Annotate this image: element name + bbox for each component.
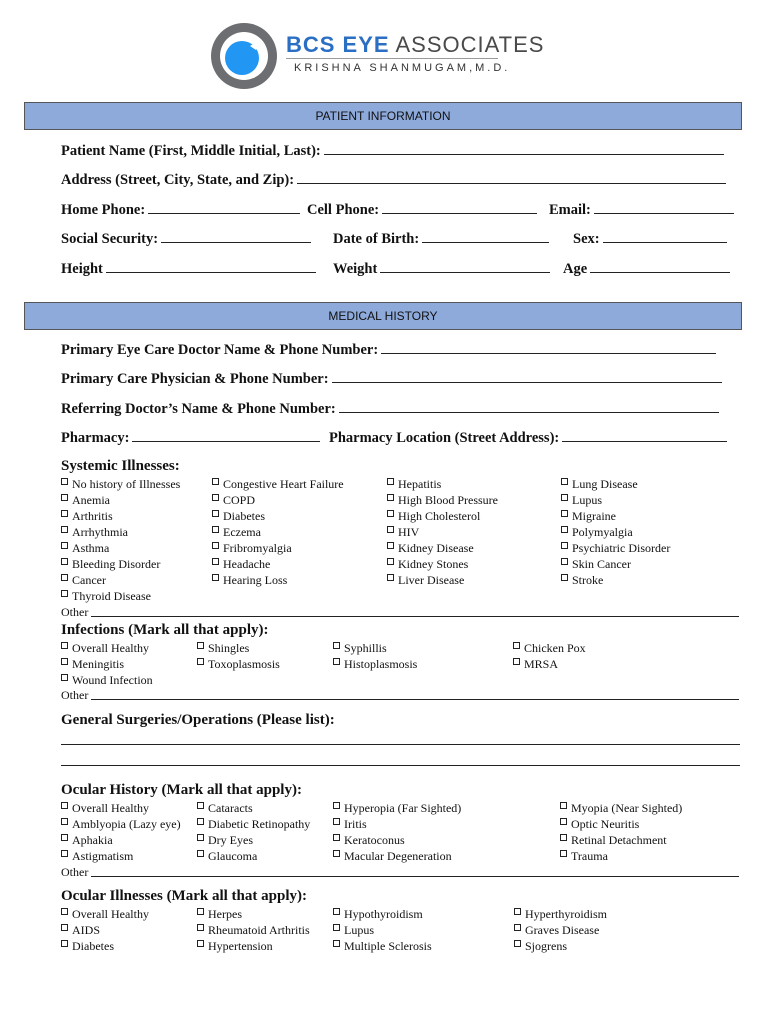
checkbox-option[interactable] xyxy=(197,939,273,953)
checkbox-option[interactable] xyxy=(197,833,253,847)
patient-info-header: PATIENT INFORMATION xyxy=(24,102,742,130)
checkbox[interactable] xyxy=(333,940,340,947)
checkbox-label: Hyperopia (Far Sighted) xyxy=(344,801,462,815)
checkbox-label: Congestive Heart Failure xyxy=(223,477,344,491)
checkbox-label: Asthma xyxy=(72,541,110,555)
checkbox-option[interactable] xyxy=(197,923,310,937)
checkbox-label: Arthritis xyxy=(72,509,113,523)
checkbox-option[interactable] xyxy=(61,833,113,847)
checkbox-option[interactable] xyxy=(333,817,367,831)
checkbox[interactable] xyxy=(197,642,204,649)
checkbox-label: Overall Healthy xyxy=(72,641,149,655)
checkbox-option[interactable] xyxy=(61,907,149,921)
checkbox-option[interactable] xyxy=(561,557,631,571)
checkbox-option[interactable] xyxy=(61,923,100,937)
checkbox-option[interactable] xyxy=(560,849,608,863)
checkbox-option[interactable] xyxy=(561,509,616,523)
checkbox[interactable] xyxy=(212,558,219,565)
primary-physician-field[interactable]: Primary Care Physician & Phone Number: xyxy=(61,370,722,388)
checkbox-option[interactable] xyxy=(333,849,452,863)
checkbox[interactable] xyxy=(197,908,204,915)
patient-name-field[interactable]: Patient Name (First, Middle Initial, Last): xyxy=(61,142,724,160)
checkbox[interactable] xyxy=(513,642,520,649)
checkbox[interactable] xyxy=(197,834,204,841)
checkbox-option[interactable] xyxy=(387,541,474,555)
checkbox[interactable] xyxy=(514,908,521,915)
checkbox[interactable] xyxy=(514,940,521,947)
checkbox-option[interactable] xyxy=(513,657,558,671)
checkbox-option[interactable] xyxy=(387,493,498,507)
checkbox-label: High Blood Pressure xyxy=(398,493,498,507)
checkbox-label: Skin Cancer xyxy=(572,557,631,571)
checkbox-option[interactable] xyxy=(61,817,181,831)
checkbox-label: Stroke xyxy=(572,573,604,587)
checkbox-option[interactable] xyxy=(560,833,667,847)
checkbox-label: Sjogrens xyxy=(525,939,567,953)
ocular-illnesses-title: Ocular Illnesses (Mark all that apply): xyxy=(61,888,307,904)
checkbox[interactable] xyxy=(61,674,68,681)
checkbox-label: Fribromyalgia xyxy=(223,541,292,555)
checkbox-option[interactable] xyxy=(197,801,253,815)
checkbox-label: Polymyalgia xyxy=(572,525,633,539)
checkbox-option[interactable] xyxy=(197,641,249,655)
checkbox[interactable] xyxy=(61,590,68,597)
doctor-name: KRISHNA SHANMUGAM,M.D. xyxy=(294,62,511,74)
checkbox-label: AIDS xyxy=(72,923,101,937)
checkbox[interactable] xyxy=(387,478,394,485)
checkbox-option[interactable] xyxy=(212,509,265,523)
checkbox[interactable] xyxy=(333,658,340,665)
checkbox-option[interactable] xyxy=(61,509,113,523)
checkbox[interactable] xyxy=(561,542,568,549)
checkbox[interactable] xyxy=(61,802,68,809)
checkbox-label: Hyperthyroidism xyxy=(525,907,607,921)
checkbox-option[interactable] xyxy=(514,939,567,953)
checkbox-option[interactable] xyxy=(514,907,607,921)
checkbox-label: Migraine xyxy=(572,509,616,523)
checkbox-option[interactable] xyxy=(61,541,109,555)
checkbox-label: HIV xyxy=(398,525,420,539)
brand-divider xyxy=(286,58,498,59)
checkbox-label: Amblyopia (Lazy eye) xyxy=(72,817,181,831)
checkbox-option[interactable] xyxy=(61,557,160,571)
checkbox-label: Overall Healthy xyxy=(72,801,149,815)
checkbox[interactable] xyxy=(197,924,204,931)
checkbox[interactable] xyxy=(212,542,219,549)
checkbox-label: Eczema xyxy=(223,525,261,539)
pharmacy-field[interactable]: Pharmacy: xyxy=(61,429,320,447)
checkbox[interactable] xyxy=(561,574,568,581)
checkbox-label: Thyroid Disease xyxy=(72,589,151,603)
checkbox-option[interactable] xyxy=(61,673,153,687)
checkbox-label: Hypothyroidism xyxy=(344,907,423,921)
checkbox-label: COPD xyxy=(223,493,256,507)
checkbox-option[interactable] xyxy=(61,477,180,491)
checkbox-label: Multiple Sclerosis xyxy=(344,939,432,953)
checkbox-option[interactable] xyxy=(197,657,280,671)
checkbox-label: Chicken Pox xyxy=(524,641,586,655)
checkbox-label: Iritis xyxy=(344,817,367,831)
checkbox-label: Psychiatric Disorder xyxy=(572,541,671,555)
checkbox-label: Rheumatoid Arthritis xyxy=(208,923,310,937)
checkbox-label: Histoplasmosis xyxy=(344,657,418,671)
checkbox[interactable] xyxy=(61,850,68,857)
checkbox[interactable] xyxy=(387,574,394,581)
checkbox-option[interactable] xyxy=(387,477,441,491)
checkbox-option[interactable] xyxy=(560,817,639,831)
checkbox[interactable] xyxy=(561,494,568,501)
checkbox-option[interactable] xyxy=(333,801,461,815)
checkbox-option[interactable] xyxy=(61,939,114,953)
checkbox-label: Shingles xyxy=(208,641,250,655)
checkbox[interactable] xyxy=(61,510,68,517)
checkbox-label: Optic Neuritis xyxy=(571,817,640,831)
checkbox-option[interactable] xyxy=(333,939,432,953)
checkbox-label: Cataracts xyxy=(208,801,253,815)
checkbox-label: Liver Disease xyxy=(398,573,465,587)
date-of-birth-field[interactable]: Date of Birth: xyxy=(333,230,549,248)
email-field[interactable]: Email: xyxy=(549,201,734,219)
checkbox-label: Lung Disease xyxy=(572,477,638,491)
checkbox-label: Macular Degeneration xyxy=(344,849,452,863)
checkbox[interactable] xyxy=(197,802,204,809)
checkbox[interactable] xyxy=(560,850,567,857)
pharmacy-location-field[interactable]: Pharmacy Location (Street Address): xyxy=(329,429,727,447)
checkbox-option[interactable] xyxy=(333,833,405,847)
checkbox-option[interactable] xyxy=(561,493,602,507)
checkbox[interactable] xyxy=(560,834,567,841)
checkbox-option[interactable] xyxy=(561,525,633,539)
checkbox[interactable] xyxy=(197,658,204,665)
checkbox-label: Myopia (Near Sighted) xyxy=(571,801,683,815)
checkbox-label: Arrhythmia xyxy=(72,525,128,539)
checkbox-option[interactable] xyxy=(61,641,149,655)
referring-doctor-field[interactable]: Referring Doctor’s Name & Phone Number: xyxy=(61,400,719,418)
checkbox[interactable] xyxy=(212,574,219,581)
checkbox-label: Diabetes xyxy=(72,939,114,953)
height-field[interactable]: Height xyxy=(61,260,316,278)
checkbox[interactable] xyxy=(561,478,568,485)
checkbox-label: Astigmatism xyxy=(72,849,134,863)
checkbox-label: Meningitis xyxy=(72,657,125,671)
checkbox[interactable] xyxy=(514,924,521,931)
checkbox-label: Herpes xyxy=(208,907,242,921)
checkbox-option[interactable] xyxy=(514,923,599,937)
checkbox-option[interactable] xyxy=(197,907,242,921)
checkbox[interactable] xyxy=(561,510,568,517)
checkbox-option[interactable] xyxy=(61,589,151,603)
checkbox-option[interactable] xyxy=(197,849,257,863)
checkbox-label: Cancer xyxy=(72,573,106,587)
checkbox[interactable] xyxy=(61,818,68,825)
checkbox-label: Retinal Detachment xyxy=(571,833,667,847)
social-security-field[interactable]: Social Security: xyxy=(61,230,311,248)
checkbox-label: Graves Disease xyxy=(525,923,600,937)
checkbox-label: Glaucoma xyxy=(208,849,258,863)
checkbox-option[interactable] xyxy=(387,525,419,539)
checkbox[interactable] xyxy=(61,558,68,565)
checkbox[interactable] xyxy=(197,940,204,947)
checkbox[interactable] xyxy=(561,526,568,533)
checkbox[interactable] xyxy=(197,850,204,857)
checkbox-option[interactable] xyxy=(61,657,124,671)
checkbox[interactable] xyxy=(61,658,68,665)
checkbox[interactable] xyxy=(61,542,68,549)
checkbox[interactable] xyxy=(212,526,219,533)
checkbox[interactable] xyxy=(333,924,340,931)
checkbox-label: Diabetes xyxy=(223,509,265,523)
checkbox[interactable] xyxy=(61,526,68,533)
checkbox-label: Lupus xyxy=(572,493,602,507)
infections-other-field[interactable]: Other xyxy=(61,688,739,703)
checkbox-option[interactable] xyxy=(212,525,261,539)
surgeries-line-2[interactable] xyxy=(61,765,740,766)
checkbox[interactable] xyxy=(560,818,567,825)
checkbox-option[interactable] xyxy=(561,477,638,491)
checkbox-option[interactable] xyxy=(61,801,149,815)
checkbox[interactable] xyxy=(333,850,340,857)
checkbox-label: Keratoconus xyxy=(344,833,405,847)
checkbox[interactable] xyxy=(333,802,340,809)
checkbox-option[interactable] xyxy=(387,557,468,571)
checkbox-option[interactable] xyxy=(212,477,344,491)
checkbox-label: Diabetic Retinopathy xyxy=(208,817,311,831)
checkbox-option[interactable] xyxy=(61,849,133,863)
systemic-other-field[interactable]: Other xyxy=(61,605,739,620)
age-field[interactable]: Age xyxy=(563,260,730,278)
checkbox-label: Kidney Disease xyxy=(398,541,474,555)
checkbox-option[interactable] xyxy=(561,573,603,587)
checkbox[interactable] xyxy=(61,908,68,915)
checkbox-option[interactable] xyxy=(61,493,110,507)
weight-field[interactable]: Weight xyxy=(333,260,550,278)
checkbox-option[interactable] xyxy=(61,525,128,539)
checkbox-option[interactable] xyxy=(513,641,586,655)
checkbox-label: Dry Eyes xyxy=(208,833,253,847)
checkbox[interactable] xyxy=(333,834,340,841)
systemic-illnesses-title: Systemic Illnesses: xyxy=(61,458,180,474)
checkbox[interactable] xyxy=(212,494,219,501)
checkbox-option[interactable] xyxy=(212,541,292,555)
brand-name: BCS EYE ASSOCIATES xyxy=(286,32,545,57)
checkbox-label: Bleeding Disorder xyxy=(72,557,161,571)
checkbox[interactable] xyxy=(333,908,340,915)
checkbox[interactable] xyxy=(561,558,568,565)
checkbox-option[interactable] xyxy=(560,801,682,815)
checkbox-label: Headache xyxy=(223,557,271,571)
checkbox[interactable] xyxy=(61,642,68,649)
ocular-history-title: Ocular History (Mark all that apply): xyxy=(61,782,302,798)
home-phone-field[interactable]: Home Phone: xyxy=(61,201,300,219)
checkbox-option[interactable] xyxy=(212,557,270,571)
checkbox-option[interactable] xyxy=(561,541,670,555)
checkbox-option[interactable] xyxy=(197,817,310,831)
infections-title: Infections (Mark all that apply): xyxy=(61,622,269,638)
checkbox[interactable] xyxy=(61,494,68,501)
checkbox-label: Trauma xyxy=(571,849,608,863)
checkbox[interactable] xyxy=(61,478,68,485)
checkbox-option[interactable] xyxy=(333,641,387,655)
medical-history-header: MEDICAL HISTORY xyxy=(24,302,742,330)
checkbox[interactable] xyxy=(333,818,340,825)
cell-phone-field[interactable]: Cell Phone: xyxy=(307,201,537,219)
checkbox-label: Kidney Stones xyxy=(398,557,469,571)
checkbox[interactable] xyxy=(387,542,394,549)
eye-doctor-field[interactable]: Primary Eye Care Doctor Name & Phone Number: xyxy=(61,341,716,359)
checkbox[interactable] xyxy=(212,510,219,517)
checkbox-label: MRSA xyxy=(524,657,559,671)
checkbox-option[interactable] xyxy=(212,573,287,587)
checkbox[interactable] xyxy=(61,574,68,581)
checkbox-label: Lupus xyxy=(344,923,374,937)
checkbox-label: Anemia xyxy=(72,493,110,507)
checkbox-label: Toxoplasmosis xyxy=(208,657,280,671)
checkbox-label: Overall Healthy xyxy=(72,907,149,921)
checkbox-option[interactable] xyxy=(333,657,417,671)
checkbox[interactable] xyxy=(61,940,68,947)
checkbox-label: Hepatitis xyxy=(398,477,442,491)
surgeries-title: General Surgeries/Operations (Please list): xyxy=(61,712,335,728)
checkbox[interactable] xyxy=(197,818,204,825)
sex-field[interactable]: Sex: xyxy=(573,230,727,248)
checkbox[interactable] xyxy=(61,834,68,841)
address-field[interactable]: Address (Street, City, State, and Zip): xyxy=(61,171,726,189)
checkbox-option[interactable] xyxy=(333,907,423,921)
checkbox-option[interactable] xyxy=(387,509,480,523)
surgeries-line-1[interactable] xyxy=(61,744,740,745)
checkbox[interactable] xyxy=(513,658,520,665)
checkbox[interactable] xyxy=(560,802,567,809)
checkbox[interactable] xyxy=(387,494,394,501)
checkbox-label: High Cholesterol xyxy=(398,509,481,523)
checkbox[interactable] xyxy=(61,924,68,931)
ocular-history-other-field[interactable]: Other xyxy=(61,865,739,880)
checkbox[interactable] xyxy=(333,642,340,649)
checkbox-label: Wound Infection xyxy=(72,673,153,687)
checkbox-label: No history of Illnesses xyxy=(72,477,181,491)
checkbox-option[interactable] xyxy=(333,923,374,937)
checkbox[interactable] xyxy=(212,478,219,485)
checkbox[interactable] xyxy=(387,526,394,533)
checkbox-label: Hypertension xyxy=(208,939,273,953)
checkbox-label: Syphillis xyxy=(344,641,387,655)
checkbox-label: Hearing Loss xyxy=(223,573,288,587)
checkbox[interactable] xyxy=(387,510,394,517)
checkbox[interactable] xyxy=(387,558,394,565)
checkbox-option[interactable] xyxy=(61,573,106,587)
checkbox-option[interactable] xyxy=(387,573,464,587)
checkbox-option[interactable] xyxy=(212,493,255,507)
checkbox-label: Aphakia xyxy=(72,833,113,847)
